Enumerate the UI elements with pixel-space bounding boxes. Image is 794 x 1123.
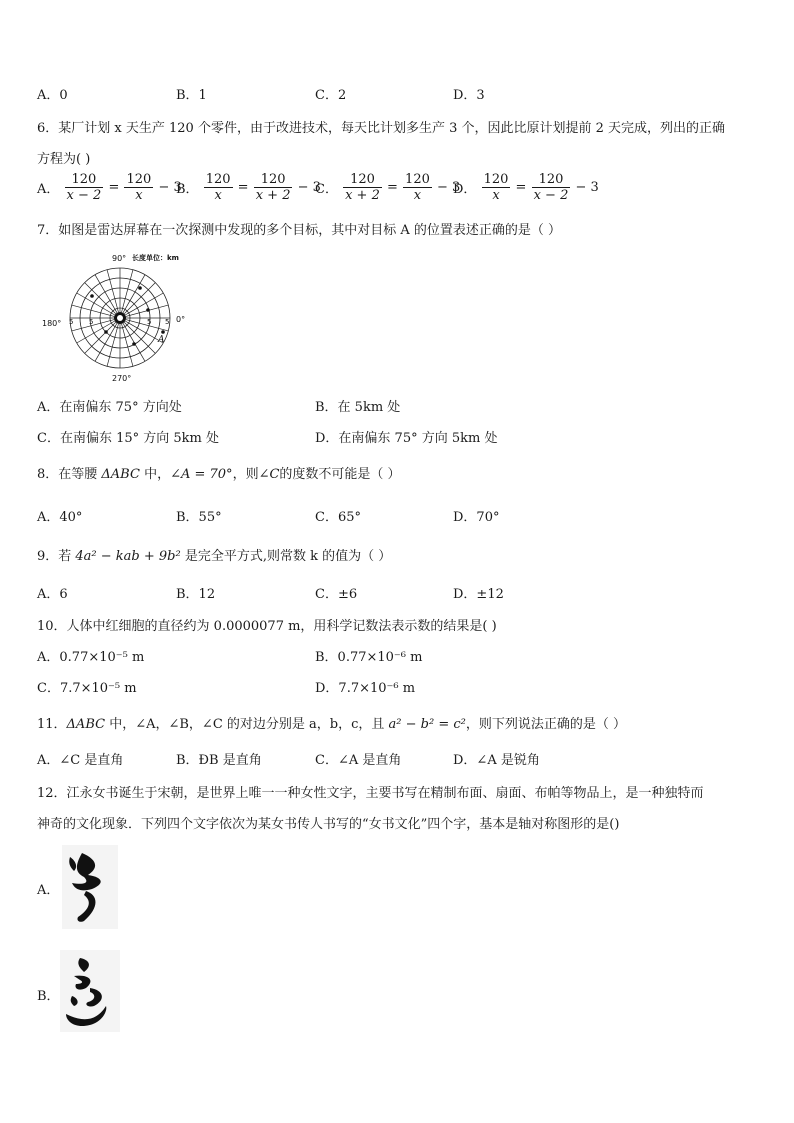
q6-option-d-label: D．	[453, 182, 477, 197]
q6-option-a[interactable]: A． $\frac{120}{x - 2}$ = $\frac{120}{x}$ − 3	[37, 172, 182, 203]
nushu-glyph-a[interactable]	[62, 845, 118, 929]
radar-center-dot	[117, 315, 123, 321]
q6-stem-line2: 方程为( )	[37, 152, 91, 167]
q8-option-c[interactable]: C．65°	[315, 510, 361, 525]
q6-option-c-label: C．	[315, 182, 338, 197]
radar-spoke	[85, 322, 116, 353]
q12-option-a-label[interactable]: A．	[37, 883, 60, 898]
q7-stem: 7．如图是雷达屏幕在一次探测中发现的多个目标，其中对目标 A 的位置表述正确的是（ ）	[37, 223, 562, 238]
q11-condition: a² − b² = c²	[388, 717, 466, 732]
q6-option-d[interactable]: D． $\frac{120}{x}$ = $\frac{120}{x - 2}$ − 3	[453, 172, 599, 203]
q7-option-a[interactable]: A．在南偏东 75° 方向处	[37, 400, 182, 415]
q9-option-a[interactable]: A．6	[37, 587, 68, 602]
q5-option-d[interactable]: D．3	[453, 88, 485, 103]
q8-option-a[interactable]: A．40°	[37, 510, 83, 525]
radar-ring-label: 5	[165, 318, 170, 326]
q7-option-b[interactable]: B．在 5km 处	[315, 400, 401, 415]
q5-option-c[interactable]: C．2	[315, 88, 347, 103]
q6-c-rhs-frac: $\frac{120}{x}$	[405, 172, 430, 203]
q8-angle-c: ∠C	[258, 467, 280, 482]
q10-option-c[interactable]: C．7.7×10⁻⁵ m	[37, 681, 137, 696]
q6-b-lhs-frac: $\frac{120}{x}$	[205, 172, 231, 203]
radar-target-a-point	[161, 330, 165, 334]
q6-option-c[interactable]: C． $\frac{120}{x + 2}$ = $\frac{120}{x}$ − 3	[315, 172, 461, 203]
radar-label-180: 180°	[42, 319, 62, 328]
radar-ring-label: 5	[147, 318, 152, 326]
q8-stem: 8．在等腰 ΔABC 中，∠A = 70°，则∠C的度数不可能是（ ）	[37, 467, 401, 482]
radar-unit-label: 长度单位：km	[132, 254, 179, 262]
q6-a-lhs-frac: $\frac{120}{x - 2}$	[66, 172, 102, 203]
radar-spoke	[124, 322, 155, 353]
q11-option-d[interactable]: D．∠A 是锐角	[453, 753, 540, 768]
radar-label-0: 0°	[176, 315, 186, 324]
radar-ring-label: 5	[89, 318, 94, 326]
q6-c-lhs-frac: $\frac{120}{x + 2}$	[345, 172, 380, 203]
q6-stem-line1: 6．某厂计划 x 天生产 120 个零件，由于改进技术，每天比计划多生产 3 个，因此比原计划提前 2 天完成，列出的正确	[37, 121, 726, 136]
q6-option-b-label: B．	[176, 182, 199, 197]
radar-label-270: 270°	[112, 374, 132, 383]
q9-option-c[interactable]: C．±6	[315, 587, 358, 602]
q9-option-b[interactable]: B．12	[176, 587, 216, 602]
q10-option-b[interactable]: B．0.77×10⁻⁶ m	[315, 650, 423, 665]
q9-stem: 9．若 4a² − kab + 9b² 是完全平方式,则常数 k 的值为（ ）	[37, 549, 392, 564]
q11-option-a[interactable]: A．∠C 是直角	[37, 753, 124, 768]
q5-option-a[interactable]: A．0	[37, 88, 68, 103]
q9-option-d[interactable]: D．±12	[453, 587, 504, 602]
q7-option-d[interactable]: D．在南偏东 75° 方向 5km 处	[315, 431, 498, 446]
q7-option-c[interactable]: C．在南偏东 15° 方向 5km 处	[37, 431, 219, 446]
q8-option-b[interactable]: B．55°	[176, 510, 222, 525]
q11-stem: 11．ΔABC 中，∠A，∠B，∠C 的对边分别是 a，b，c，且 a² − b² = c²，则下列说法正确的是（ ）	[37, 717, 626, 732]
q6-option-a-label: A．	[37, 182, 60, 197]
q5-option-b[interactable]: B．1	[176, 88, 207, 103]
q6-d-rhs-frac: $\frac{120}{x - 2}$	[533, 172, 569, 203]
radar-label-90: 90°	[112, 254, 127, 263]
q10-stem: 10．人体中红细胞的直径约为 0.0000077 m，用科学记数法表示数的结果是( )	[37, 619, 497, 634]
radar-target-point	[138, 286, 142, 290]
q8-option-d[interactable]: D．70°	[453, 510, 500, 525]
q8-condition: ∠A = 70°	[170, 467, 233, 482]
q12-stem-line2: 神奇的文化现象．下列四个文字依次为某女书传人书写的“女书文化”四个字，基本是轴对称图形的是()	[37, 817, 620, 832]
nushu-glyph-b[interactable]	[60, 950, 120, 1032]
q6-d-lhs-frac: $\frac{120}{x}$	[483, 172, 509, 203]
radar-spoke	[85, 283, 116, 314]
q6-a-rhs-frac: $\frac{120}{x}$	[126, 172, 152, 203]
q8-triangle: ΔABC	[101, 467, 140, 482]
radar-target-a-label: A	[158, 335, 165, 345]
q9-expression: 4a² − kab + 9b²	[75, 549, 181, 564]
radar-target-point	[104, 330, 108, 334]
q6-b-rhs-frac: $\frac{120}{x + 2}$	[255, 172, 291, 203]
q11-option-c[interactable]: C．∠A 是直角	[315, 753, 402, 768]
q10-option-d[interactable]: D．7.7×10⁻⁶ m	[315, 681, 416, 696]
radar-target-point	[132, 342, 136, 346]
q10-option-a[interactable]: A．0.77×10⁻⁵ m	[37, 650, 145, 665]
q6-option-b[interactable]: B． $\frac{120}{x}$ = $\frac{120}{x + 2}$ − 3	[176, 172, 321, 203]
q12-option-b-label[interactable]: B．	[37, 989, 60, 1004]
q11-triangle: ΔABC	[66, 717, 106, 732]
radar-figure	[40, 248, 200, 384]
q11-option-b[interactable]: B．ÐB 是直角	[176, 753, 262, 768]
radar-ring-label: 5	[69, 318, 74, 326]
q12-stem-line1: 12．江永女书诞生于宋朝，是世界上唯一一种女性文字，主要书写在精制布面、扇面、布帕等物品上，是一种独特而	[37, 786, 704, 801]
radar-target-point	[90, 294, 94, 298]
radar-target-point	[146, 308, 150, 312]
